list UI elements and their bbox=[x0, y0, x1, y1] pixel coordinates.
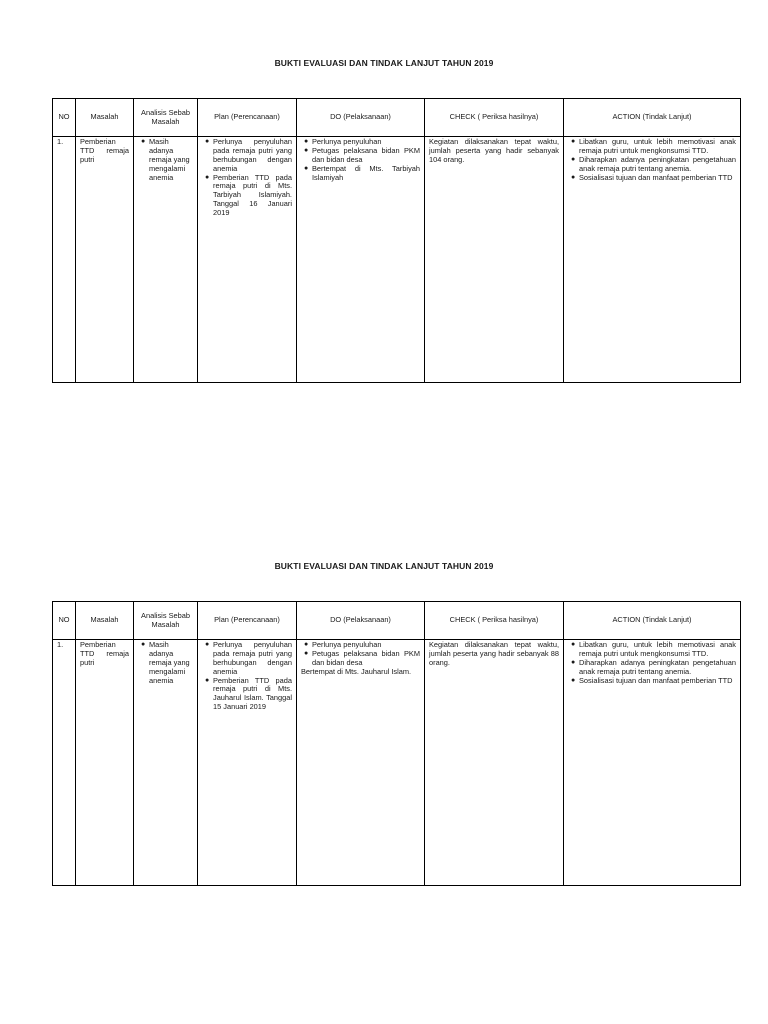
bullet-icon: ● bbox=[141, 138, 146, 145]
header-masalah: Masalah bbox=[76, 602, 134, 640]
header-analisis: Analisis Sebab Masalah bbox=[134, 602, 198, 640]
document-title: BUKTI EVALUASI DAN TINDAK LANJUT TAHUN 2019 bbox=[274, 58, 494, 68]
evaluation-table bbox=[52, 601, 741, 886]
header-action: ACTION (Tindak Lanjut) bbox=[564, 99, 741, 137]
bullet-icon: ● bbox=[304, 164, 309, 172]
cell-check: Kegiatan dilaksanakan tepat waktu, jumlah peserta yang hadir sebanyak 88 orang. bbox=[425, 640, 564, 886]
bullet-icon: ● bbox=[571, 173, 576, 181]
header-check: CHECK ( Periksa hasilnya) bbox=[425, 602, 564, 640]
bullet-icon: ● bbox=[571, 676, 576, 684]
bullet-icon: ● bbox=[571, 641, 576, 648]
list-item: ● Libatkan guru, untuk lebih memotivasi anak remaja putri untuk mengkonsumsi TTD. bbox=[571, 137, 736, 155]
header-no: NO bbox=[53, 602, 76, 640]
bullet-icon: ● bbox=[304, 649, 309, 657]
list-item: ● Pemberian TTD pada remaja putri di Mts. Tarbiyah Islamiyah. Tanggal 16 Januari 2019 bbox=[205, 172, 292, 217]
bullet-icon: ● bbox=[571, 155, 576, 163]
cell-action bbox=[564, 640, 741, 886]
list-item: ● Perlunya penyuluhan pada remaja putri yang berhubungan dengan anemia bbox=[205, 640, 292, 676]
list-item: ● Diharapkan adanya peningkatan pengetahuan anak remaja putri tentang anemia. bbox=[571, 657, 736, 676]
list-item: ● Sosialisasi tujuan dan manfaat pemberian TTD bbox=[571, 172, 733, 182]
table-header-row bbox=[53, 602, 741, 640]
cell-plan bbox=[198, 137, 297, 383]
list-item: ● Libatkan guru, untuk lebih memotivasi anak remaja putri untuk mengkonsumsi TTD. bbox=[571, 640, 736, 658]
cell-action bbox=[564, 137, 741, 383]
table-row bbox=[53, 640, 741, 886]
cell-analisis bbox=[134, 137, 198, 383]
header-action: ACTION (Tindak Lanjut) bbox=[564, 602, 741, 640]
table-row bbox=[53, 137, 741, 383]
header-masalah: Masalah bbox=[76, 99, 134, 137]
cell-do bbox=[297, 137, 425, 383]
list-item: ● Masih adanya remaja yang mengalami anemia bbox=[141, 137, 190, 182]
bullet-icon: ● bbox=[304, 641, 309, 648]
list-item: ● Petugas pelaksana bidan PKM dan bidan desa bbox=[304, 145, 420, 164]
bullet-icon: ● bbox=[304, 146, 309, 154]
header-analisis: Analisis Sebab Masalah bbox=[134, 99, 198, 137]
list-item: ● Petugas pelaksana bidan PKM dan bidan desa bbox=[304, 648, 420, 667]
evaluation-table bbox=[52, 98, 741, 383]
bullet-icon: ● bbox=[205, 641, 210, 648]
cell-analisis bbox=[134, 640, 198, 886]
cell-no: 1. bbox=[53, 640, 76, 886]
bullet-icon: ● bbox=[205, 676, 210, 684]
do-location-text: Bertempat di Mts. Jauharul Islam. bbox=[301, 666, 412, 676]
header-plan: Plan (Perencanaan) bbox=[198, 99, 297, 137]
bullet-icon: ● bbox=[571, 138, 576, 145]
list-item: ● Bertempat di Mts. Tarbiyah Islamiyah bbox=[304, 163, 420, 182]
cell-check: Kegiatan dilaksanakan tepat waktu, jumlah peserta yang hadir sebanyak 104 orang. bbox=[425, 137, 564, 383]
cell-do bbox=[297, 640, 425, 886]
list-item: ● Pemberian TTD pada remaja putri di Mts. Jauharul Islam. Tanggal 15 Januari 2019 bbox=[205, 675, 292, 712]
bullet-icon: ● bbox=[205, 138, 210, 145]
cell-plan bbox=[198, 640, 297, 886]
list-item: ● Diharapkan adanya peningkatan pengetahuan anak remaja putri tentang anemia. bbox=[571, 154, 736, 173]
cell-masalah: Pemberian TTD remaja putri bbox=[76, 137, 134, 383]
cell-no: 1. bbox=[53, 137, 76, 383]
table-header-row bbox=[53, 99, 741, 137]
header-do: DO (Pelaksanaan) bbox=[297, 99, 425, 137]
bullet-icon: ● bbox=[141, 641, 146, 648]
list-item: ● Perlunya penyuluhan bbox=[304, 137, 382, 146]
header-plan: Plan (Perencanaan) bbox=[198, 602, 297, 640]
header-do: DO (Pelaksanaan) bbox=[297, 602, 425, 640]
list-item: ● Masih adanya remaja yang mengalami anemia bbox=[141, 640, 190, 685]
bullet-icon: ● bbox=[571, 658, 576, 666]
list-item: ● Perlunya penyuluhan pada remaja putri yang berhubungan dengan anemia bbox=[205, 137, 292, 173]
list-item: ● Sosialisasi tujuan dan manfaat pemberian TTD bbox=[571, 675, 733, 685]
list-item: ● Perlunya penyuluhan bbox=[304, 640, 382, 649]
header-check: CHECK ( Periksa hasilnya) bbox=[425, 99, 564, 137]
bullet-icon: ● bbox=[205, 173, 210, 181]
header-no: NO bbox=[53, 99, 76, 137]
cell-masalah: Pemberian TTD remaja putri bbox=[76, 640, 134, 886]
bullet-icon: ● bbox=[304, 138, 309, 145]
document-title: BUKTI EVALUASI DAN TINDAK LANJUT TAHUN 2019 bbox=[274, 561, 494, 571]
